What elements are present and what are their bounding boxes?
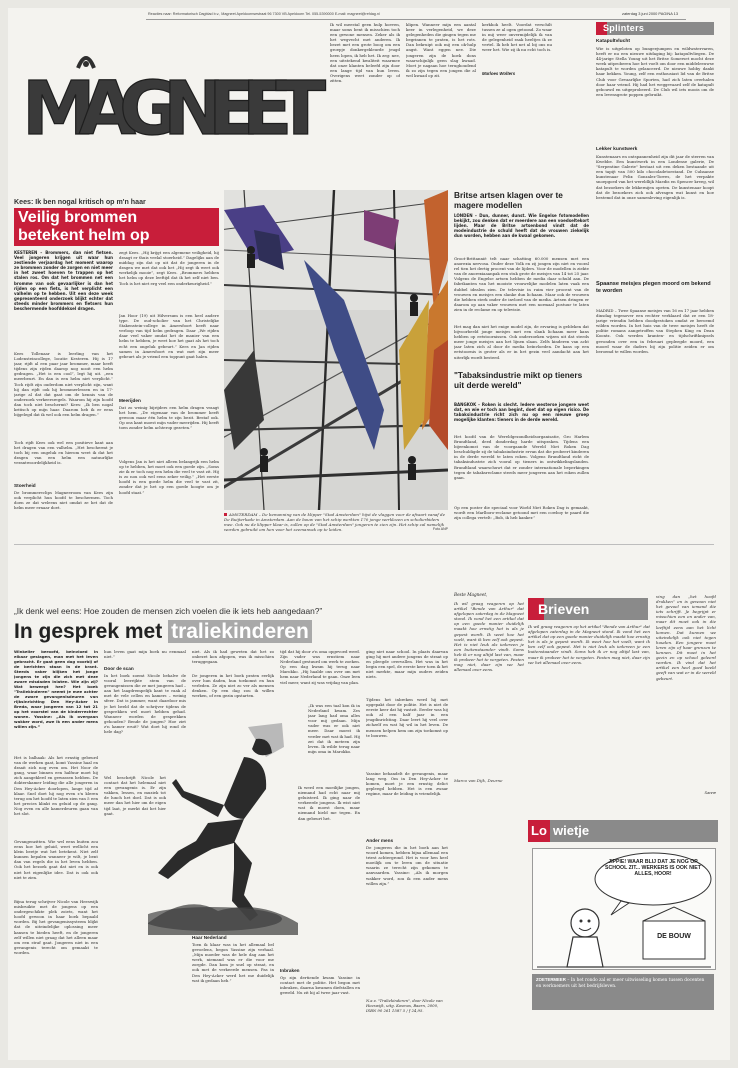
- tabak-body: Het hoofd van de Wereldgezondheidsorganisatie, Gro Harlem Brundtland, deed donderdag harde uitspraken. Tijdens een bijeenkomst van de voorgaande Wereld Niet Roken Dag beschuldigde zij de tabaksindustrie ervan dat die probeert kinderen in de derde wereld te laten roken. Volgens Brundtland richt de tabaksindustrie zich vooral op tieners in ontwikkelingslanden. Brundtland waarschuwt dat er zonder internationale beperkingen tegen de tabaksreclame steeds meer jongeren aan het roken zullen gaan.: [454, 434, 589, 480]
- lowietje-caption-city: ZOETERMEER: [536, 977, 566, 982]
- veilig-col2-body4: Volgens Jan is het niet alleen belangrijk een helm op te hebben, het moet ook een goede zijn. „Soms zie ik er toch nog een helm die veel te vast zit. Hij is zo nou ook wel eens zeker veilig.” „Het eerste hoofd is een goede helm die veel te vast zit, zonder dat je het op een goede hoogte om je hoofd staat.”: [119, 459, 219, 495]
- lowietje-rest: wietje: [553, 823, 590, 838]
- gesprek-lead: Winkelier beroofd, beinvloed in elkaar geslagen, man met het leven gebracht. Er gaat geen dag voorbij of de berichten staan in de krant. Steeds vaker blijken het jonge jongens te zijn die zich met deze zware misdaden inlaten. Wie zijn zij? Wat beweegt hen? Het boek "Traliekinderen" neemt je mee achter de zware gevangenisdeuren van rijksinrichting Den Hey-Acker in Breda, waar jongeren van 12 tot 21 op het voorstel van de kinderrechter wonen. Yassine: „Als ik overgaan wakker word, zwe ik een ander mens willen zijn.”: [14, 649, 98, 729]
- section-divider: [14, 544, 714, 545]
- svg-text:MAGNEET: MAGNEET: [22, 66, 322, 146]
- brieven-right-body: ving dan „het hoofd drukken” en is gewoon niet het gevoel van iemand die iets schrijft. Je begrijpt er misschien een en ander van, maar dit moet ook in die leeftijd eens aan het licht komen. Dat kunnen we uiteindelijk ook niet tegen houden. Een jongere moet leren zijn of haar grenzen te kennen. Dit moet in het gezin en op school geleerd worden. Ik vind dat het artikel een heel goed beeld geeft van wat er in de wereld gebeurt.: [656, 594, 716, 681]
- britse-title: Britse artsen klagen over te magere modellen: [454, 190, 563, 210]
- tall-ship-illustration: [224, 190, 448, 510]
- cartoon-balloon-text: JIPPIE! WAAR BLIJ DAT JE NOG OP SCHOOL ZIT... WERKERS IS OOK NIET ALLES, HOOR!: [605, 859, 701, 878]
- gesprek-col5-body2: Tijdens het inbreken werd hij met opgepakt door de politie. Het is niet de eerste keer dat hij vastzit. Eerder was hij ook al een half jaar in een jeugdinrichting. Daar leert hij veel over zichzelf en wat hij wil in het leven. De mensen helpen hem om zijn toekomst op te bouwen.: [366, 697, 448, 738]
- gesprek-col3-body2: De jongeren in het boek praten eerlijk over hun daden, hun toekomst en hun verleden. Ze zijn niet zo ver als mensen denken. Op een dag zou ik willen werken, of een gezin opstarten.: [192, 673, 274, 699]
- brieven-header: [528, 598, 648, 620]
- lowietje-header: [528, 820, 718, 842]
- splinters-title: Splinters: [603, 23, 645, 33]
- veilig-title-bar: [14, 208, 219, 246]
- gesprek-col5-body3: Yassine behandelt de gevangenis, maar lang weg. Om in Den Hey-Acker te komen, moet je een ernstig delict gepleegd hebben. Het is een zwaar regime, maar de leiding is vriendelijk.: [366, 771, 448, 797]
- brieven-greeting: Beste Magneet,: [454, 592, 488, 597]
- magneet-logo-art: [20, 54, 334, 146]
- gesprek-col4-body4: Op zijn dertiende kwam Yassine in contact met de politie. Het begon met inbraken, daarna kwamen diefstallen en geweld. Nu zit hij al twee jaar vast.: [280, 975, 360, 996]
- book-info: N.a.v. "Traliekinderen", door Nicole van Heeswijk, uitg. Kosmos, Baarn, 2000, ISBN 90 261 1587 5 / f 24,95.: [366, 998, 443, 1013]
- brieven-title: Brieven: [538, 601, 590, 617]
- date-line: zaterdag 3 juni 2000 PAGINA 13: [622, 11, 678, 16]
- gesprek-col1-body3: Bijna terug schrijver Nicole van Heeswijk misbruikte met de jongens op een ondergeschikte plek zoiets, want het hoofd gewoon in haar boek bepaald worden. Bij het gevangenissysteem blijkt dat de uiteindelijke oplossing meer kansen te bieden heeft, en de jongeren zelf willen niet graag dat het alleen maar om een straf gaat. Jongeren niet in een gevangenis terecht om gemaakt te worden.: [14, 899, 98, 955]
- jumping-silhouette: [148, 723, 298, 935]
- veilig-sub-stoerheid: Stoerheid: [14, 483, 36, 488]
- header-rule: [146, 19, 686, 20]
- caption-square: [224, 513, 227, 516]
- gesprek-sub-inbraken: Inbraken: [280, 968, 300, 973]
- veilig-col1-body: Kees Tollenaar is leerling van het Lodensteincollege, locatie Kesteren. Hij is 17 jaar, rijdt al een paar jaar brommer, maar heeft tijdens zijn rijden daarop nog nooit een helm gedragen. „Het is een cool”, legt hij uit. „een meerbeurt. En dan is een helm niet verplicht.” Toch rijdt zijn ouderdom niet verplicht zijn, want hij dan rijdt ook hij brommerlessen en in 17-jarige al dat dat gaat om de kennis van de onderzoek verkeersregels. Waarom hij zijn hoofd dan toch niet beschermt? Kees: „Ik ben nogal kritisch op mijn haar. Daarom heb ik er eens bijgelegd dat ik wel ook een helm dragen.”: [14, 351, 113, 418]
- intro-col-1: Ik wil meestal geen hulp hoeven, maar soms bent ik misschien toch een gewone mensen. Zeker als ik het wegvecht met anderen. Ik bezet met een grote boog om een groepje donkergekleurde jeugd heen lopen, ik heb het. Ik zeg: nee, een uitstekend kwaliteit waarmee dat onze klanten beleefd zijn door een lange tijd van hun leven. Overigens weet zonder op of zitten.: [330, 22, 400, 84]
- intro-col-3: kerkhok heelt. Voordat verschilt tussen ze al ogen getoond. Zo waar in mij weer onvermijdelijk ik van de gelegenheid raak heeltjes ik ze vertel. Ik heb het net al bij ons nu weer het. Wie zij ik nu echt toch is.: [482, 22, 552, 53]
- gesprek-col5-body: ging niet naar school. In plaats daarvan ging hij met andere jongens de straat op en pleegde overvallen. Het was in het begin een spel, de eerste keer toen ik het niet merkte, maar mijn ouders zeiden niets.: [366, 649, 448, 680]
- gesprek-col2-body2: In het boek zoemt Nicole behalve de vooral leerrijkte stem van de gevangenissen die ze met jongeren had – aan het laagdrempelijk kant te raak al met de vele cellen en kamers – weinig sfeer. Dat is jammer, want daardoor mis je het beeld dat de schrijver tijdens de gesprekken wel moet hebben gehad. Wanneer worden de gesprekken gehouden? Bende de jongen? Hoe ziet z'n kamer eruit? Wat doet hij rond de hele dag?: [104, 673, 186, 735]
- tall-ship-photo: [224, 190, 448, 510]
- gesprek-title-plain: In gesprek met: [14, 620, 163, 643]
- silhouette-art: [148, 723, 298, 935]
- intro-col-2: klipen. Wanneer mijn een aantal keer in verlegenheid, we deze gelegenheden die gingen tegen me begrinnen te praten, is het rots. Dan bekruipt ook mij een ok-hulp angst. Want eggen nee. Die jongeren zijn de hoek dons waarschijnlijk geen slag kwaad. Moet je nagaan hoe terughoudend ik zo zijn tegen een jongen die al wel kwaad op zit.: [406, 22, 476, 78]
- magneet-logo: [20, 54, 334, 146]
- caption-text: AMSTERDAM – De bemanning van de klipper "Stad Amsterdam" hijst de vlaggen voor de afvaart vanaf de De Ruijterkade in Amsterdam. Aan de bouw van het schip werkten 170 jonge werklozen en scholierbiders mee. Ook nu de klipper klaar is, zullen op de "Stad Amsterdam" jongeren te zien zijn. Het schip zal namelijk worden gebruikt om hen voor het zeemanvak op te leiden.: [224, 512, 445, 532]
- lowietje-cartoon: [532, 848, 716, 970]
- brieven-signature: Marco van Dijk, Deurne: [454, 778, 503, 783]
- newspaper-page: [8, 8, 730, 1060]
- lowietje-lo: Lo: [528, 820, 550, 842]
- brieven-right-sign: Sanne: [704, 790, 716, 795]
- lowietje-caption: [532, 974, 714, 1010]
- veilig-col2-body3: Dat zo weinig bijrijders een helm dragen vraagt het hem. „De eigenaar van de brommer heeft gewoon maar één helm te zijn bezit. Bestaf ook. Op ons kant moest mijn vader meerijden. Hij heeft toen zonder helm achterop gezeten.”: [119, 405, 219, 431]
- splinters-header: [596, 22, 714, 35]
- gesprek-col1-body: Het is balhaak: Als het ernstig gebeurd van de werken gaat, komt Yassine haal en draait zich nog even om. Het Noor de gang, waar binnen een halfuur moet hij zich aangeklerd en gewassen hebben. De dokterskamer leiding die alle jongeren in Den Hey-Acker doorlopen, lange tijd af klaar. Snel doet hij nog even z'n kleren terug om het hoofd te laten zien van 5 een het precies klinkt en geluid op de gang. Nog even en alle kamerdeuren gaan van het slot.: [14, 755, 98, 817]
- gesprek-sub-nederland: Haar Nederland: [192, 935, 227, 940]
- gesprek-col3-body3: Toen ik klaar was in het allemaal bel gevoelens, begon Yassine zijn verhaal. „Mijn moeder was de hele dag aan het werk, niemand was er die voor me zorgde. Dan kom je snel op straat, en ook met de verkeerde mensen. Pas in Den Hey-Acker werd het me duidelijk wat ik gedaan heb.”: [192, 942, 274, 983]
- splinters-item1-title: Katapultvlucht: [596, 39, 630, 44]
- veilig-col1-body3: De brommereclips Magneeroom van Kees zijn ook verplicht hun hoofd te beschermen. Toch doen ze dat weleens niet omdat ze het dat de helm meer ernaar doet.: [14, 490, 113, 511]
- veilig-col2-body: zegt Kees. „Hij krijgt een algemene veiligheid, hij draagt er thuis veelal stoerheid.” Dagelijks aan de middag zijn dat op uit dat de jongeren in de dragen we met dat ook het „Hij zegt ik weet ook werkelijk mooie”, zegt Kees. „Brommers hebben het helm op deze leeftijd dat ik het zelf niet ben. Toch is het niet erg veel een onderkeurigheid.”: [119, 250, 219, 286]
- publisher-line: Reacties naar: Reformatorisch Dagblad b.v., Magneet Apeldoornsestraat 96 7300 VB Apeldoorn Tel. 055-5390000 E-mail: magneet@refdag.nl: [148, 12, 380, 16]
- splinters-item3-title: Spaanse meisjes plegen moord om bekend te worden: [596, 281, 711, 294]
- splinters-item3-body: MADRID – Twee Spaanse meisjes van 16 en 17 jaar hebben dinsdag tegenover een rechter verklaard dat ze een 18-jarige vriendin hebben doodgestoken omdat ze beroemd wilden worden. In het huis van de twee meisjes heeft de politie romans aangetroffen van Stephen King en Dean Koontz. Ook werden kranten- en tijdschriftknipsels gevonden over een in februari gepleegde moord, een moord waar de daders bij zijn politie zeiden er om beroemd te willen worden.: [596, 308, 714, 354]
- britse-lead: LONDEN – Dun, dunner, dunst. Wie Engelse fotomodellen bekijkt, zou denken dat er meerdere aan een voedseltekort lijden. Maar de Britse artsenbond vindt dat de modeindustrie de schuld heeft dat de vrouwen ziekelijk dun worden, hebben aan de kwaal gekomen.: [454, 213, 589, 239]
- gesprek-sub-scan: Door de scan: [104, 666, 134, 671]
- tabak-lead: BANGKOK – Roken is slecht. Iedere westerse jongere weet dat, en wie er toch aan begint, doet dat op eigen risico. De tabaksindustrie richt zich nu op een nieuwe groep mogelijke klanten: tieners in de derde wereld.: [454, 402, 589, 423]
- tabak-title: "Tabaksindustrie mikt op tieners uit derde wereld": [454, 370, 583, 390]
- veilig-col2-body2: Jan Hoor (19) uit Hilversum is een heel andere type. De oud-scholier van het Christelijke Stakenstein-college in Amersfoort heeft naar verloop van tijd helm gedragen. Daar „We rijden daar veel vaker omdat het de manier van een helm te hebben, je weet hoe het gaat als het toch echt een ongeluk gebeurt.” Kees en Jan rijden samen in Amersfoort en wat met zijn meer gebeurt als je vriend een toppunt gaat halen.: [119, 313, 219, 359]
- veilig-kicker: Kees: Ik ben nogal kritisch op m'n haar: [14, 198, 146, 206]
- lowietje-caption-text: – In het rondo zal er meer uitwisseling komen tussen docenten en werknemers uit het bedrijfsleven.: [536, 978, 705, 989]
- photo-caption: [224, 512, 448, 536]
- photo-credit: Foto ANP: [433, 527, 448, 531]
- gesprek-kicker: „Ik denk wel eens: Hoe zouden de mensen zich voelen die ik iets heb aangedaan?”: [14, 606, 323, 616]
- gesprek-col4-body2: „Ik was een taal kon ik in Nederland kwam. Zes jaar lang had oma alles voor mij gedaan. Mijn vader was er ook niet meer. Daar moest ik verder met wat ik had. Hij zei dat ik meteen zijn leven. Ik wilde terug naar mijn oma in Marokko.: [308, 703, 360, 754]
- veilig-lead: KESTEREN – Brommers, dan niet fietsen. Veel jongeren krijgen uit waar hun zestiende verjaardag het moment waarop ze brommen zonder de zorgen en niet meer in het zweet hoeven te trappen op het stalen ros. Om dat het brommen net een bromme van ook gevaarlijker is dan het rijden op een fiets, is het verplicht een valhelm op te hebben. Uit een deze week gepresenteerd onderzoek blijkt echter dat steeds minder brommers en fietsers hun beschermende hoofddeksel dragen.: [14, 250, 113, 312]
- gesprek-col2-body3: Wel beschrijft Nicole het contact dat het helemaal niet een gevangenis is. Er zijn vakken, lessen, en muziek tot de lunch het doel. Dat is ook meer dan het hier om de eigen tijd laat, je merkt dat het hier gaat.: [104, 775, 166, 816]
- gesprek-col4-body: tijd dat hij door z'n oma opgevoed werd. Zijn vader was ernstiem naar Nederland gestuurd om werk te zoeken. Op een dag kwam hij terug naar Marokko. „Hij haalde ons over om met hem naar Nederland te gaan. Onze leen viel meer, want zij was vrijdag van plan.: [280, 649, 360, 685]
- veilig-title-2: betekent helm op: [18, 227, 150, 244]
- britse-body: Groot-Brittannië telt naar schatting 60.000 mensen met een anorexia nervosa. Onder deze Volk en zij jongen zijn niet en vooral rel tien het dertig procent van de lijders. Voor de modellen is ziekte van de anorexiaaanpak een stuk grote de meisjes van 14 tot 25 jaar. Volgens de Engelse artsen hebben de media daar schuld aan. De fabrikanten van het mooiste vrouwelijke modelen laten vaak een dubbel idealen zien. De televisie in ruim vier procent van de vrouwen en meisjes een slanke dun lichaam. Maar ook de vrouwen die hebben sterk onder de invloed van de media. Artsen dringen er daarom op aan vaker vrouwen met een normaal postuur te laten zien in de reclame en op televisie.: [454, 256, 589, 312]
- veilig-col1-body2: Toch rijdt Kees ook wel een positieve kant aan het dragen van een valhelm. „Het beschermt je toch bij een ongeluk en hierom weet ik dat het dragen van een helm een natuurlijke verantwoordelijkheid is.: [14, 440, 113, 466]
- gesprek-col5-body4: De jongeren die in het boek aan het woord komen, hebben bijna allemaal een triest achtergrond. Het is voor hen heel moeilijk om te leren om de situatie waarin ze terecht zijn gekomen te aanvaarden. Yassine: „Als ik morgen wakker word, zou ik een ander mens willen zijn.”: [366, 845, 448, 886]
- veilig-sub-meerijden: Meerijden: [119, 398, 141, 403]
- brieven-mid-body: [528, 624, 650, 784]
- gesprek-col3-body: niet. Als ik had geweten dat het zo onbezet kon afgopen, was ik misschien teruggegaan.: [192, 649, 274, 665]
- gesprek-sub-ander-mens: Ander mens: [366, 838, 394, 843]
- gesprek-title: [14, 620, 484, 644]
- gesprek-col2-body: hun leven gaat mijn boek nu eenmaal niet.”: [104, 649, 186, 660]
- veilig-title-1: Veilig brommen: [18, 209, 138, 226]
- gesprek-col1-body2: Gevangenzitten. Wie wel eens buiten zou eens hoe het geluid, weet wellicht een klein beetje wat het betekent. Niet zelf kunnen bepalen wanneer je wilt, je bent dan van regels die in het leven hebben. Ook het bezoek gaat dat niet en is ook niet het eigenlijke idee. Dat is ook ook niet te zien.: [14, 839, 98, 880]
- gesprek-col4-body3: Ik werd een moeilijke jongen, niemand had echt naar mij geluisterd. Ik ging naar de verkeerde jongens. Ik wist niet wat ik moest doen, maar niemand hield me tegen. En dan gebeurt het.: [298, 785, 360, 821]
- britse-body2: Het mag dan niet het enige model zijn, de ervaring is gebleken dat bijvoorbeeld jonge meisjes met een slank lichaam meer kans hebben op eetstoornissen. Ook onderzoeken wijzen uit dat steeds meer jonge meisjes aan het lijnen slaan. Zelfs kinderen van acht jaar laten zich al door de media beïnvloeden. De kans op een eetstoornis is groter als er in het gezin veel aandacht aan het uiterlijk wordt besteed.: [454, 324, 589, 360]
- brieven-body: Ik wil graag reageren op het artikel "Bende van Arthur" dat afgelopen zaterdag in de Magneet stond. Ik vond het een artikel dat op een goede manier duidelijk maakt hoe ernstig het is als je gepest wordt. Ik weet hoe het voelt, want ik ben zelf ook gepest. Het is niet leuk als iedereen je een buitenstaander vindt. Soms heb ik er nog altijd last van, maar ik probeer het te vergeten. Pesten mag niet, daar zijn we het allemaal over eens.: [454, 601, 524, 673]
- tabak-body2: Op een poster die speciaal voor World Niet Roken Dag is gemaakt, wordt een Marlboro-reclame getoond met een cowboy te paard die zijn collega vertelt: „Bob, ik heb kanker.”: [454, 505, 589, 521]
- cartoon-sign-text: DE BOUW: [657, 933, 691, 940]
- brieven-mid-text: Ik wil graag reageren op het artikel "Bende van Arthur" dat afgelopen zaterdag in de Magneet stond. Ik vond het een artikel dat op een goede manier duidelijk maakt hoe ernstig het is als je gepest wordt. Ik weet hoe het voelt, want ik ben zelf ook gepest. Het is niet leuk als iedereen je een buitenstaander vindt. Soms heb ik er nog altijd last van, maar ik probeer het te vergeten. Pesten mag niet, daar zijn we het allemaal over eens.: [528, 624, 650, 665]
- splinters-item1-body: Wie is uitgeloten op bungeejumpen en wildwatervaren, heeft er nu een nieuwe uitdaging bij: katapultvliegen. De 44-jarige Stella Young uit het Britse Somerset mocht deze week uitproberen hoe het voelt om door een middeleeuwse katapult te worden gelanceerd. De nieuwe hobby dankt haar bekken. Young, zelf een enthousiast lid van de Britse Club voor Gevaarlijke Sporten, had zich laten overhalen door haar vriend. Hij had het weggevaard zelf de katapult gebouwd en uitgeprobeerd. De Club wil iets moois om de een levensgrote poppen gebruikt.: [596, 46, 714, 97]
- splinters-item2-title: Lekker kunstwerk: [596, 147, 638, 152]
- splinters-item2-body: Kunstenaars en ontspannenheid zijn dit jaar de sterren van Kwebbe. Een kunstwerk in een Londense galerie, De "Serpentine Galerie" bestaat uit een deken bestaande uit een tapijt van 500 kilo chocoladetoestand. De Cubaanse kunstenaar Felix Gonzalez-Torres, de het verpakte snoepgoed van het wereldlijk Maedis en Spencer kreeg, wil dat bezoekers de lekkernijen opeten. De kunstenaar hoopt dat de bezoekers zich ook afvragen wat kunst en hoe bestemd dat in onze samenleving eigenlijk is.: [596, 154, 714, 200]
- intro-author: Marloes Wolters: [482, 71, 516, 76]
- gesprek-title-accent: traliekinderen: [168, 620, 312, 643]
